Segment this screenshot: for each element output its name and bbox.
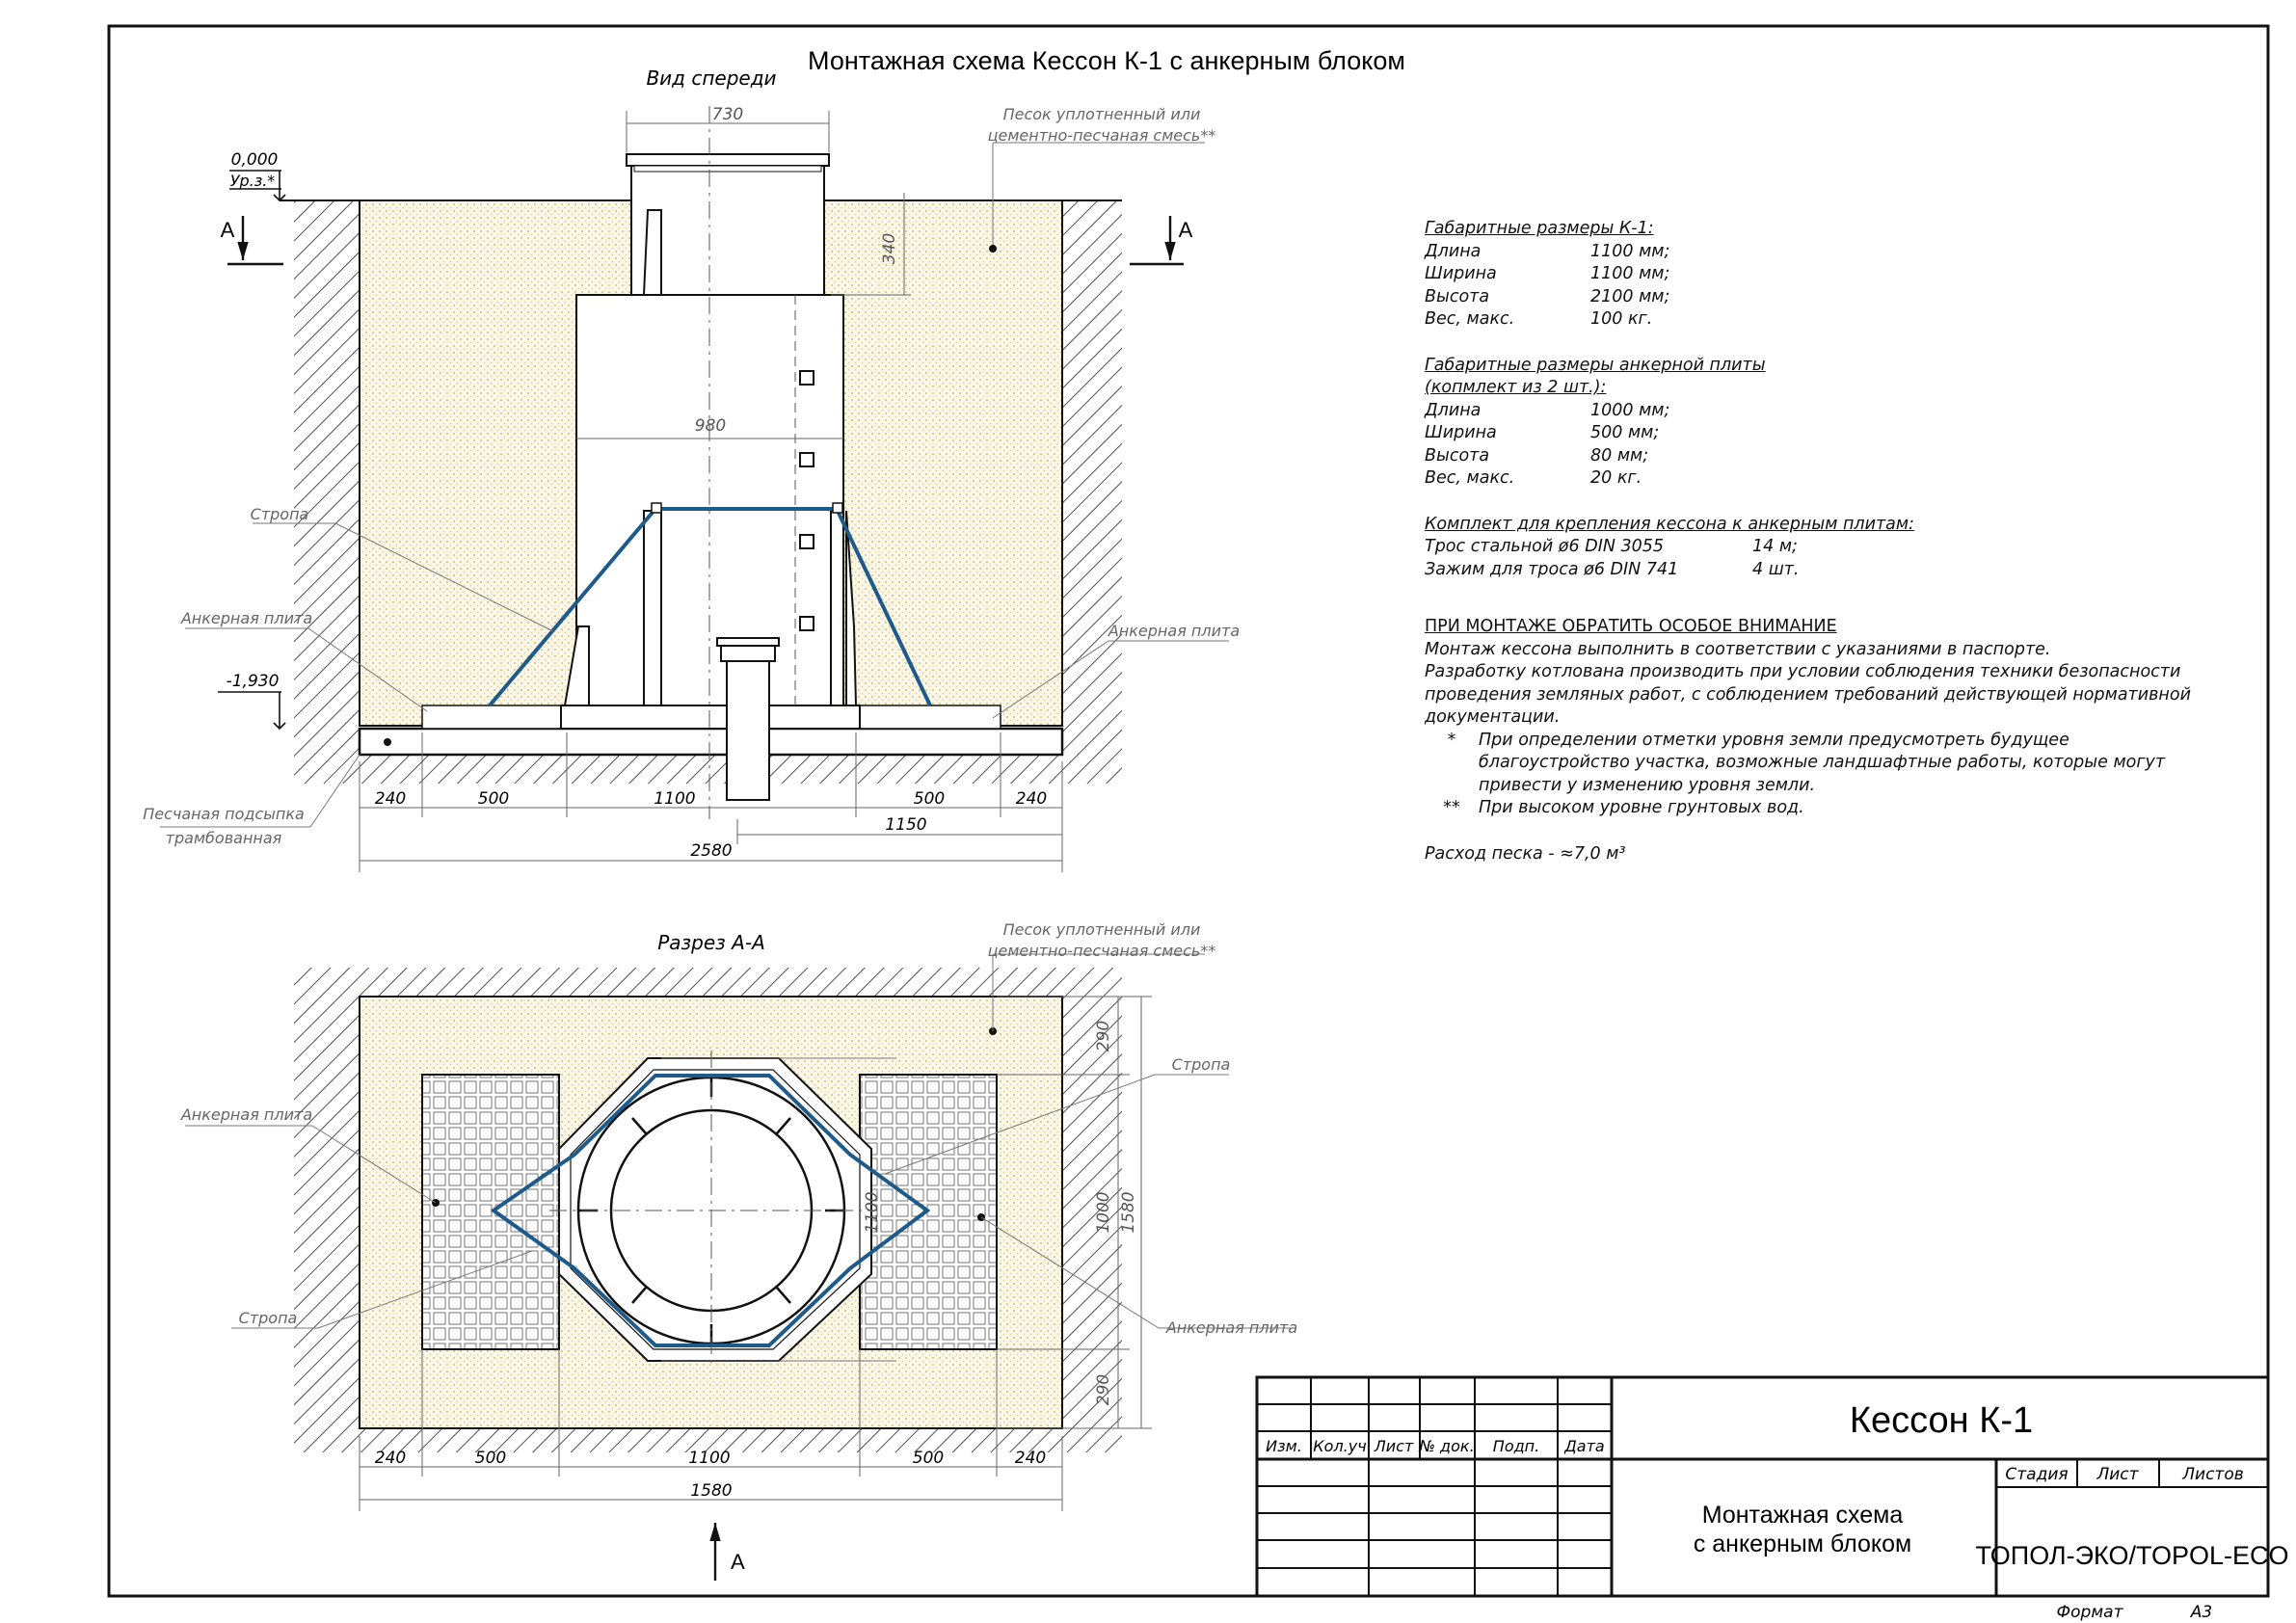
dim-bottom-240-left: 240: [374, 789, 407, 809]
section-view-label: Разрез А-А: [657, 931, 765, 954]
front-view-label: Вид спереди: [646, 67, 777, 90]
tb-header-kol: Кол.уч: [1313, 1437, 1367, 1455]
tb-format-label: Формат: [2056, 1603, 2123, 1622]
callout-sling: Стропа: [250, 505, 309, 523]
dim-bottom-1100: 1100: [654, 789, 696, 809]
attention-line: Монтаж кессона выполнить в соответствии с указаниями в паспорте.: [1425, 639, 2051, 659]
tb-header-data: Дата: [1564, 1437, 1605, 1455]
soil-hatch-right: [1062, 200, 1122, 755]
tb-doc-name-2: с анкерным блоком: [1693, 1530, 1912, 1557]
caisson-row: Высота 2100 мм;: [1425, 286, 1670, 306]
level-top-note: Ур.з.*: [229, 172, 276, 190]
notes-block: [1425, 218, 2196, 865]
attention-line: документации.: [1425, 707, 1561, 727]
dim-340: 340: [880, 232, 899, 265]
tb-header-doc: № док.: [1419, 1437, 1475, 1455]
front-view: [143, 67, 1240, 872]
section-callout-sling-top: Стропа: [1171, 1055, 1231, 1074]
tb-sheets: Листов: [2182, 1465, 2244, 1484]
tb-header-izm: Изм.: [1266, 1437, 1302, 1455]
soil-hatch-left: [294, 200, 360, 755]
caisson-row: Вес, макс. 100 кг.: [1425, 309, 1653, 329]
section-dim-1000: 1000: [1094, 1191, 1113, 1234]
plate-dims-header-1: Габаритные размеры анкерной плиты: [1425, 355, 1766, 375]
caisson-row: Ширина 1100 мм;: [1425, 264, 1670, 283]
attention-line: проведения земляных работ, с соблюдением требований действующей нормативной: [1425, 684, 2191, 705]
section-callout-sling-bottom: Стропа: [238, 1309, 298, 1327]
plate-dims-header-2: (копмлект из 2 шт.):: [1425, 378, 1607, 397]
section-anchor-plate-left: [422, 1075, 559, 1349]
section-dim-1100-inner: 1100: [863, 1191, 882, 1234]
footnote: * При определении отметки уровня земли предусмотреть будущее благоустройство участка, возможные ландшафтные работы, которые могут привести у изменению уровня земли.: [1447, 730, 2166, 795]
dim-1150: 1150: [885, 815, 927, 835]
caisson-dims-header: Габаритные размеры К-1:: [1425, 219, 1654, 238]
section-callout-plate-left: Анкерная плита: [180, 1105, 313, 1124]
tb-format-value: А3: [2190, 1603, 2213, 1622]
section-dim-1100: 1100: [688, 1449, 731, 1468]
plate-row: Высота 80 мм;: [1425, 445, 1649, 466]
section-dim-1580: 1580: [690, 1481, 733, 1501]
soil-hatch-bottom: [294, 755, 1122, 784]
dim-730: 730: [711, 105, 744, 124]
tb-sheet: Лист: [2096, 1465, 2139, 1484]
tb-header-list: Лист: [1374, 1437, 1414, 1455]
plate-row: Ширина 500 мм;: [1425, 423, 1660, 442]
footnote: ** При высоком уровне грунтовых вод.: [1443, 798, 1804, 817]
anchor-plate-left: [422, 705, 567, 729]
section-dim-290-bottom: 290: [1094, 1373, 1113, 1406]
dim-total-2580: 2580: [690, 841, 733, 861]
tb-company: ТОПОЛ-ЭКО/TOPOL-ECO: [1975, 1541, 2289, 1570]
callout-sand-line1: Песок уплотненный или: [1002, 105, 1201, 123]
kit-row: Трос стальной ø6 DIN 3055 14 м;: [1425, 537, 1798, 556]
tb-stage: Стадия: [2005, 1465, 2069, 1484]
level-bottom-value: -1,930: [226, 672, 280, 691]
section-dim-500-right: 500: [912, 1449, 945, 1468]
sand-bedding: [360, 729, 1062, 755]
dim-bottom-240-right: 240: [1015, 789, 1048, 809]
section-mark-bottom: А: [731, 1550, 745, 1574]
section-dim-240-right: 240: [1014, 1449, 1047, 1468]
section-mark-left: А: [220, 218, 235, 242]
kit-header: Комплект для крепления кессона к анкерным плитам:: [1425, 514, 1914, 534]
section-callout-plate-right: Анкерная плита: [1165, 1318, 1298, 1337]
caisson-row: Длина 1100 мм;: [1425, 241, 1670, 261]
callout-plate-left: Анкерная плита: [180, 609, 313, 627]
section-dim-500-left: 500: [474, 1449, 507, 1468]
callout-plate-right: Анкерная плита: [1108, 622, 1241, 640]
anchor-plate-right: [856, 705, 1001, 729]
tb-header-podp: Подп.: [1492, 1437, 1540, 1455]
dim-980: 980: [694, 416, 727, 436]
callout-sand-line2: цементно-песчаная смесь**: [987, 126, 1216, 145]
dim-bottom-500-right: 500: [913, 789, 946, 809]
section-dim-240-left: 240: [374, 1449, 407, 1468]
level-top-value: 0,000: [230, 150, 279, 170]
drawing-title: Монтажная схема Кессон К-1 с анкерным блоком: [808, 46, 1405, 75]
section-dim-1580-right: 1580: [1119, 1191, 1138, 1234]
section-callout-sand-line2: цементно-песчаная смесь**: [987, 942, 1216, 960]
callout-bedding-line1: Песчаная подсыпка: [143, 805, 305, 823]
tb-product: Кессон К-1: [1849, 1400, 2034, 1441]
section-callout-sand-line1: Песок уплотненный или: [1002, 920, 1201, 939]
section-view: [180, 920, 1297, 1581]
callout-bedding-line2: трамбованная: [165, 829, 282, 847]
plate-row: Вес, макс. 20 кг.: [1425, 468, 1642, 488]
section-mark-right: А: [1178, 218, 1193, 242]
attention-line: Разработку котлована производить при условии соблюдения техники безопасности: [1425, 662, 2181, 681]
tb-doc-name-1: Монтажная схема: [1701, 1502, 1904, 1529]
attention-header: ПРИ МОНТАЖЕ ОБРАТИТЬ ОСОБОЕ ВНИМАНИЕ: [1425, 617, 1837, 636]
plate-row: Длина 1000 мм;: [1425, 400, 1670, 420]
sand-usage: Расход песка - ≈7,0 м³: [1425, 843, 1626, 864]
dim-bottom-500-left: 500: [477, 789, 510, 809]
section-dim-290-top: 290: [1094, 1020, 1113, 1052]
kit-row: Зажим для троса ø6 DIN 741 4 шт.: [1425, 559, 1800, 579]
